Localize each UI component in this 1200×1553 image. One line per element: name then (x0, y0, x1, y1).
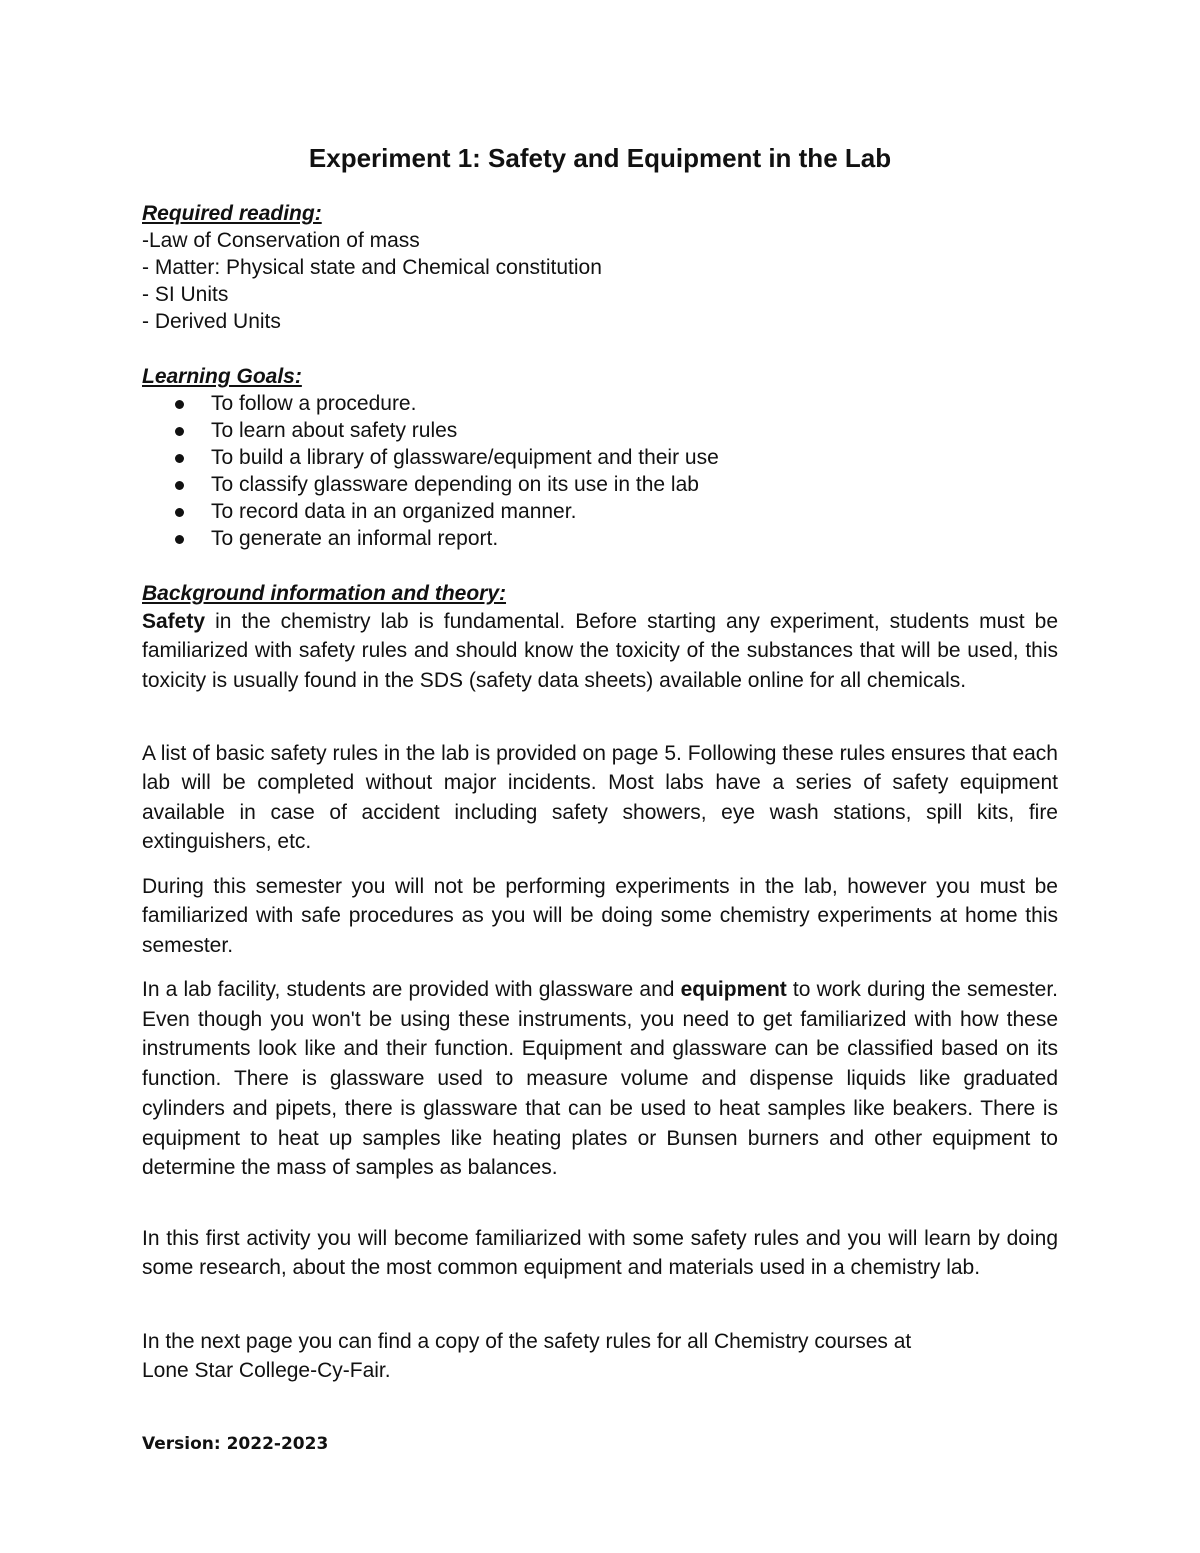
reading-item: -Law of Conservation of mass (142, 229, 420, 252)
paragraph-safety-rules: A list of basic safety rules in the lab is provided on page 5. Following these rules ensures that each lab will be completed without major incidents. Most labs have a series of safety equipment available in case of accident including safety showers, eye wash stations, spill kits, fire extinguishers, etc. (142, 742, 1058, 853)
next-page-line: Lone Star College-Cy-Fair. (142, 1359, 391, 1382)
page-title: Experiment 1: Safety and Equipment in the Lab (308, 143, 892, 173)
safety-term: Safety (142, 610, 206, 633)
learning-goals-heading: Learning Goals: (142, 365, 302, 388)
required-reading-section (142, 200, 1058, 335)
reading-item: - Matter: Physical state and Chemical constitution (142, 256, 602, 279)
bullet-icon (175, 481, 184, 490)
list-item: To classify glassware depending on its use in the lab (142, 471, 1058, 498)
paragraph-activity: In this first activity you will become familiarized with some safety rules and you will learn by doing some research, about the most common equipment and materials used in a chemistry lab. (142, 1227, 1058, 1280)
learning-goals-section (142, 363, 1058, 552)
bullet-icon (175, 535, 184, 544)
bullet-icon (175, 508, 184, 517)
learning-goals-list (142, 390, 1058, 552)
bullet-icon (175, 454, 184, 463)
version-footer: Version: 2022-2023 (142, 1434, 329, 1454)
background-heading: Background information and theory: (142, 582, 507, 605)
required-reading-heading: Required reading: (142, 202, 322, 225)
list-item: To generate an informal report. (142, 525, 1058, 552)
bullet-icon (175, 427, 184, 436)
next-page-line: In the next page you can find a copy of the safety rules for all Chemistry courses at (142, 1330, 912, 1353)
paragraph-semester: During this semester you will not be performing experiments in the lab, however you must be familiarized with safe procedures as you will be doing some chemistry experiments at home this semester. (142, 875, 1058, 957)
list-item: To build a library of glassware/equipment and their use (142, 444, 1058, 471)
bullet-icon (175, 400, 184, 409)
list-item: To follow a procedure. (142, 390, 1058, 417)
equipment-term: equipment (680, 978, 787, 1001)
list-item: To learn about safety rules (142, 417, 1058, 444)
reading-item: - SI Units (142, 283, 229, 306)
list-item: To record data in an organized manner. (142, 498, 1058, 525)
paragraph-next-page (142, 1327, 1058, 1385)
reading-item: - Derived Units (142, 310, 281, 333)
background-heading-wrap (142, 580, 1058, 607)
paragraph-safety: Safety in the chemistry lab is fundamental. Before starting any experiment, students must be familiarized with safety rules and should know the toxicity of the substances that will be used, this toxicity is usually found in the SDS (safety data sheets) available online for all chemicals. (142, 610, 1058, 692)
paragraph-equipment: In a lab facility, students are provided with glassware and equipment to work during the semester. Even though you won't be using these instruments, you need to get familiarized with how these instruments look like and their function. Equipment and glassware can be classified based on its function. There is glassware used to measure volume and dispense liquids like graduated cylinders and pipets, there is glassware that can be used to heat samples like beakers. There is equipment to heat up samples like heating plates or Bunsen burners and other equipment to determine the mass of samples as balances. (142, 978, 1058, 1180)
